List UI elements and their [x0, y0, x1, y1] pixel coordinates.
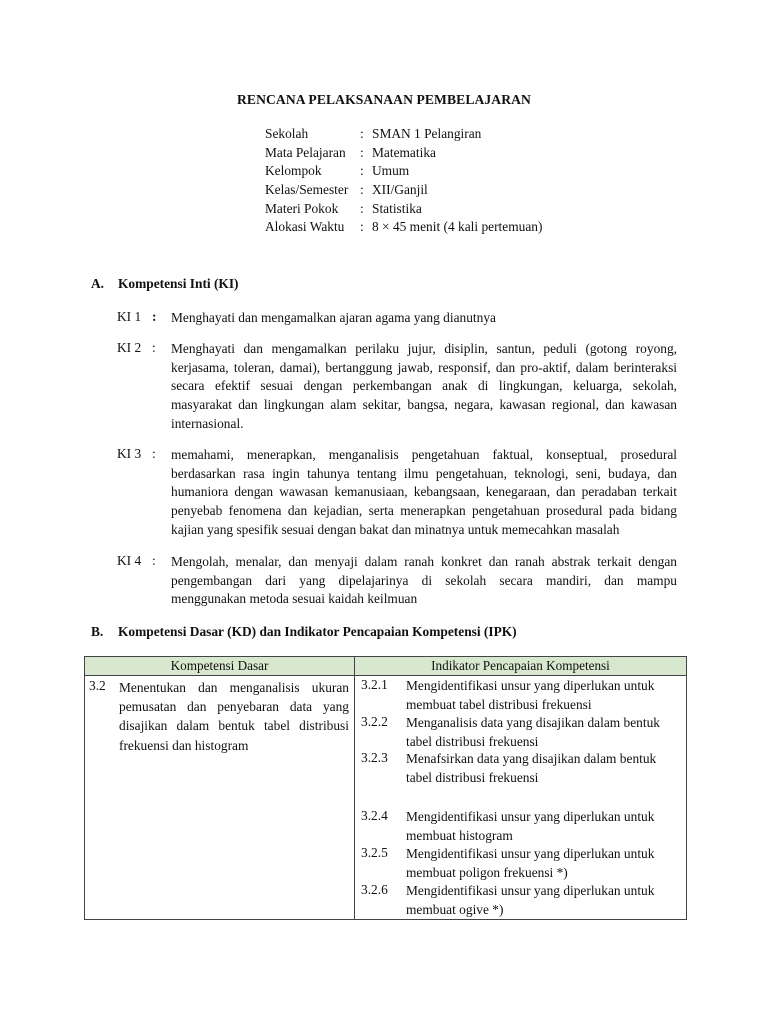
ipk-line: Mengidentifikasi unsur yang diperlukan untuk	[406, 678, 655, 693]
identity-colon: :	[360, 144, 364, 160]
ipk-number: 3.2.5	[361, 845, 388, 860]
identity-value: Umum	[372, 163, 410, 179]
kd-line: pemusatan dan penyebaran data yang	[119, 699, 349, 715]
kd-number: 3.2	[89, 678, 106, 693]
ipk-line: membuat tabel distribusi frekuensi	[406, 696, 592, 712]
ki-line: Menghayati dan mengamalkan ajaran agama yang dianutnya	[171, 310, 496, 325]
identity-label: Mata Pelajaran	[265, 144, 346, 160]
ki-line: humaniora dengan wawasan kemanusiaan, kebangsaan, kenegaraan, dan peradaban terkait	[171, 484, 677, 500]
identity-row	[265, 200, 542, 219]
ki-line: Menghayati dan mengamalkan perilaku jujur, disiplin, santun, peduli (gotong royong,	[171, 341, 677, 356]
ki-3-text	[171, 446, 677, 540]
identity-colon: :	[360, 163, 364, 179]
ipk-number: 3.2.3	[361, 750, 388, 765]
identity-colon: :	[360, 200, 364, 216]
kd-line: disajikan dalam bentuk tabel distribusi	[119, 718, 349, 734]
ki-line: masyarakat dan lingkungan alam sekitar, bangsa, negara, kawasan regional, dan kawasan	[171, 397, 677, 413]
section-b-letter: B.	[91, 624, 104, 639]
section-a-title: Kompetensi Inti (KI)	[118, 276, 239, 291]
ipk-line: Menafsirkan data yang disajikan dalam bentuk	[406, 751, 657, 766]
ipk-line: Mengidentifikasi unsur yang diperlukan untuk	[406, 809, 655, 824]
ki-2-code: KI 2	[117, 340, 142, 355]
ipk-line: tabel distribusi frekuensi	[406, 733, 539, 749]
table-header-row	[85, 657, 687, 676]
ki-3-colon: :	[152, 446, 156, 461]
ipk-line: Menganalisis data yang disajikan dalam bentuk	[406, 715, 660, 730]
ki-line: kajian yang spesifik sesuai dengan bakat dan minatnya untuk memecahkan masalah	[171, 521, 620, 537]
kd-ipk-table	[84, 656, 687, 920]
section-b-heading	[91, 624, 517, 640]
ki-line: berdasarkan rasa ingin tahunya tentang ilmu pengetahuan, teknologi, seni, budaya, dan	[171, 465, 677, 481]
identity-label: Kelompok	[265, 163, 322, 179]
identity-row	[265, 162, 542, 181]
identity-label: Materi Pokok	[265, 200, 339, 216]
ipk-line: membuat ogive *)	[406, 901, 504, 917]
ki-line: menggunakan metoda sesuai kaidah keilmuan	[171, 591, 418, 607]
identity-colon: :	[360, 182, 364, 198]
ipk-line: Mengidentifikasi unsur yang diperlukan untuk	[406, 846, 655, 861]
identity-block	[265, 125, 542, 237]
identity-value: 8 × 45 menit (4 kali pertemuan)	[372, 219, 543, 235]
identity-value: SMAN 1 Pelangiran	[372, 126, 482, 141]
ki-line: Mengolah, menalar, dan menyaji dalam ranah konkret dan ranah abstrak terkait dengan	[171, 554, 677, 569]
ipk-number: 3.2.2	[361, 714, 388, 729]
identity-row	[265, 125, 542, 144]
kd-line: Menentukan dan menganalisis ukuran	[119, 680, 349, 695]
ipk-line: membuat histogram	[406, 827, 513, 843]
identity-row	[265, 181, 542, 200]
identity-row	[265, 144, 542, 163]
kd-text	[119, 678, 349, 755]
ki-3-code: KI 3	[117, 446, 142, 461]
identity-value: Matematika	[372, 144, 436, 160]
ki-4-text	[171, 553, 677, 609]
ki-4-colon: :	[152, 553, 156, 568]
identity-label: Kelas/Semester	[265, 182, 349, 198]
identity-row	[265, 218, 542, 237]
section-a-letter: A.	[91, 276, 105, 291]
ipk-number: 3.2.4	[361, 808, 388, 823]
identity-label: Sekolah	[265, 126, 309, 141]
section-b-title: Kompetensi Dasar (KD) dan Indikator Pencapaian Kompetensi (IPK)	[118, 624, 517, 639]
ki-line: penyebab fenomena dan kejadian, serta menerapkan pengetahuan prosedural pada bidang	[171, 503, 677, 519]
ki-line: kerjasama, toleran, damai), bertanggung jawab, responsif, dan pro-aktif, dalam berinteraksi	[171, 359, 677, 375]
ki-1-colon: :	[152, 309, 157, 324]
ki-line: pengembangan dari yang dipelajarinya di sekolah secara mandiri, dan mampu	[171, 572, 677, 588]
ipk-number: 3.2.6	[361, 882, 388, 897]
ki-4-code: KI 4	[117, 553, 142, 568]
identity-value: Statistika	[372, 200, 422, 216]
ipk-line: Mengidentifikasi unsur yang diperlukan untuk	[406, 883, 655, 898]
kd-line: frekuensi dan histogram	[119, 737, 249, 753]
section-a-heading	[91, 276, 239, 292]
document-title: RENCANA PELAKSANAAN PEMBELAJARAN	[237, 92, 531, 107]
ki-1-text	[171, 309, 677, 328]
ki-line: secara efektif sesuai dengan perkembangan anak di lingkungan, keluarga, sekolah,	[171, 378, 677, 394]
kd-cell	[85, 676, 355, 920]
identity-value: XII/Ganjil	[372, 182, 428, 198]
ipk-line: tabel distribusi frekuensi	[406, 769, 539, 785]
ipk-cell	[355, 676, 687, 920]
table-header-ipk: Indikator Pencapaian Kompetensi	[355, 657, 687, 676]
ipk-line: membuat poligon frekuensi *)	[406, 864, 568, 880]
ki-2-colon: :	[152, 340, 156, 355]
identity-colon: :	[360, 126, 364, 141]
ipk-number: 3.2.1	[361, 677, 388, 692]
table-row	[85, 676, 687, 920]
table-header-kd: Kompetensi Dasar	[85, 657, 355, 676]
identity-label: Alokasi Waktu	[265, 219, 345, 235]
identity-colon: :	[360, 219, 364, 235]
ki-1-code: KI 1	[117, 309, 142, 324]
ki-line: internasional.	[171, 415, 244, 431]
ki-line: memahami, menerapkan, menganalisis pengetahuan faktual, konseptual, prosedural	[171, 447, 677, 462]
ki-2-text	[171, 340, 677, 434]
